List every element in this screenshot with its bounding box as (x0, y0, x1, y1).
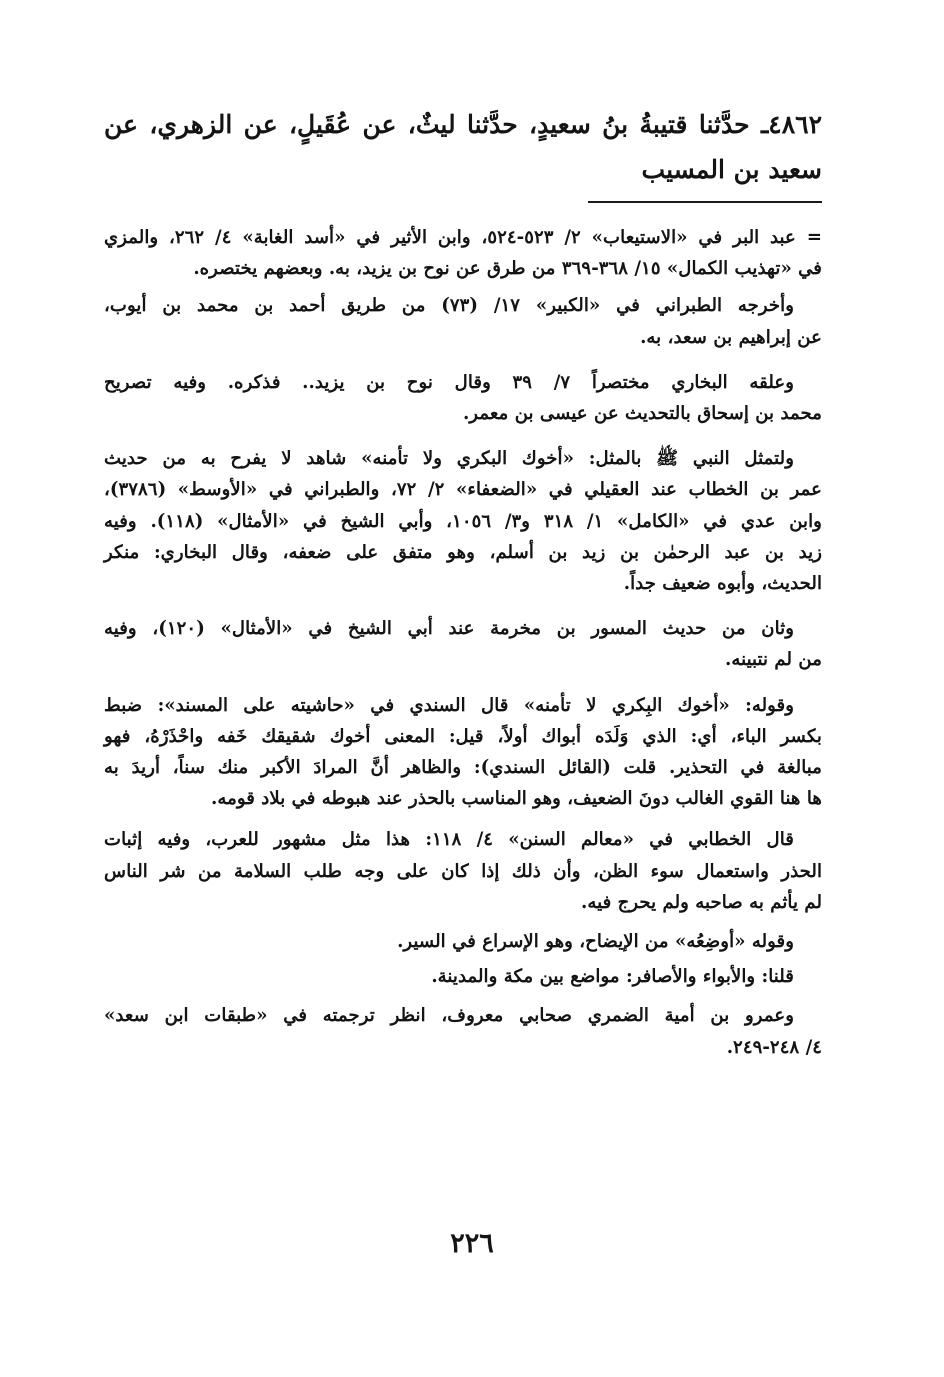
footnote-line: مبالغة في التحذير. قلت (القائل السندي): والظاهر أنَّ المرادَ الأكبر منك سناً، أريدَ به (104, 757, 822, 779)
footnote-paragraph (104, 222, 822, 284)
footnote-line: محمد بن إسحاق بالتحديث عن عيسى بن معمر. (462, 403, 822, 425)
footnote-line: قلنا: والأبواء والأصافر: مواضع بين مكة والمدينة. (431, 966, 794, 988)
footnote-line: ولتمثل النبي ﷺ بالمثل: «أخوك البكري ولا تأمنه» شاهد لا يفرح به من حديث (104, 448, 794, 470)
footnote-line: قال الخطابي في «معالم السنن» ٤/ ١١٨: هذا مثل مشهور للعرب، وفيه إثبات (104, 829, 794, 851)
hadith-line-1: ٤٨٦٢ـ حدَّثنا قتيبةُ بنُ سعيدٍ، حدَّثنا ليثٌ، عن عُقَيلٍ، عن الزهري، عن (104, 110, 822, 139)
page-number: ٢٢٦ (450, 1228, 494, 1259)
footnote-line: عمر بن الخطاب عند العقيلي في «الضعفاء» ٢/ ٧٢، والطبراني في «الأوسط» (٣٧٨٦)، (104, 479, 822, 501)
footnote-paragraph (104, 824, 822, 918)
footnote-paragraph (104, 926, 822, 957)
hadith-text (104, 102, 822, 192)
footnote-paragraph (104, 1000, 822, 1062)
hadith-line-2: سعيد بن المسيب (641, 155, 822, 184)
footnote-paragraph (104, 367, 822, 429)
footnote-paragraph (104, 690, 822, 815)
footnote-line: وثان من حديث المسور بن مخرمة عند أبي الشيخ في «الأمثال» (١٢٠)، وفيه (104, 618, 795, 640)
footnote-paragraph (104, 961, 822, 992)
footnote-line: الحديث، وأبوه ضعيف جداً. (623, 573, 822, 595)
footnote-line: عن إبراهيم بن سعد، به. (640, 326, 822, 348)
footnote-line: لم يأثم به صاحبه ولم يحرج فيه. (581, 891, 822, 913)
footnote-line: ها هنا القوي الغالب دونَ الضعيف، وهو المناسب بالحذر عند هبوطه في بلاد قومه. (211, 788, 822, 810)
footnote-line: بكسر الباء، أي: الذي وَلَدَه أبواك أولاً، قيل: المعنى أخوك شقيقك خَفه واحْذَرْهُ، فهو (104, 725, 822, 747)
footnote-line: وقوله «أوضِعُه» من الإيضاح، وهو الإسراع في السير. (397, 931, 794, 953)
footnote-divider (588, 201, 822, 203)
footnote-paragraph (104, 443, 822, 599)
footnote-paragraph (104, 290, 822, 352)
footnotes (104, 222, 822, 1071)
footnote-line: وقوله: «أخوك البِكري لا تأمنه» قال السندي في «حاشيته على المسند»: ضبط (104, 694, 794, 716)
footnote-line: في «تهذيب الكمال» ١٥/ ٣٦٨-٣٦٩ من طرق عن نوح بن يزيد، به. وبعضهم يختصره. (193, 258, 822, 280)
footnote-line: وأخرجه الطبراني في «الكبير» ١٧/ (٧٣) من طريق أحمد بن محمد بن أيوب، (104, 295, 794, 317)
footnote-paragraph (104, 613, 822, 675)
footnote-line: وابن عدي في «الكامل» ١/ ٣١٨ و٣/ ١٠٥٦، وأبي الشيخ في «الأمثال» (١١٨). وفيه (104, 510, 822, 532)
footnote-line: وعلقه البخاري مختصراً ٧/ ٣٩ وقال نوح بن يزيد.. فذكره. وفيه تصريح (104, 371, 794, 393)
footnote-line: من لم نتبينه. (725, 649, 822, 671)
footnote-line: وعمرو بن أمية الضمري صحابي معروف، انظر ترجمته في «طبقات ابن سعد» (104, 1005, 794, 1027)
footnote-line: زيد بن عبد الرحمٰن بن زيد بن أسلم، وهو متفق على ضعفه، وقال البخاري: منكر (104, 541, 822, 563)
footnote-line: الحذر واستعمال سوء الظن، وأن ذلك إذا كان على وجه طلب السلامة من شر الناس (104, 860, 822, 882)
footnote-line: = عبد البر في «الاستيعاب» ٢/ ٥٢٣-٥٢٤، وابن الأثير في «أسد الغابة» ٤/ ٢٦٢، والمزي (104, 227, 822, 248)
footnote-line: ٤/ ٢٤٨-٢٤٩. (726, 1036, 822, 1058)
